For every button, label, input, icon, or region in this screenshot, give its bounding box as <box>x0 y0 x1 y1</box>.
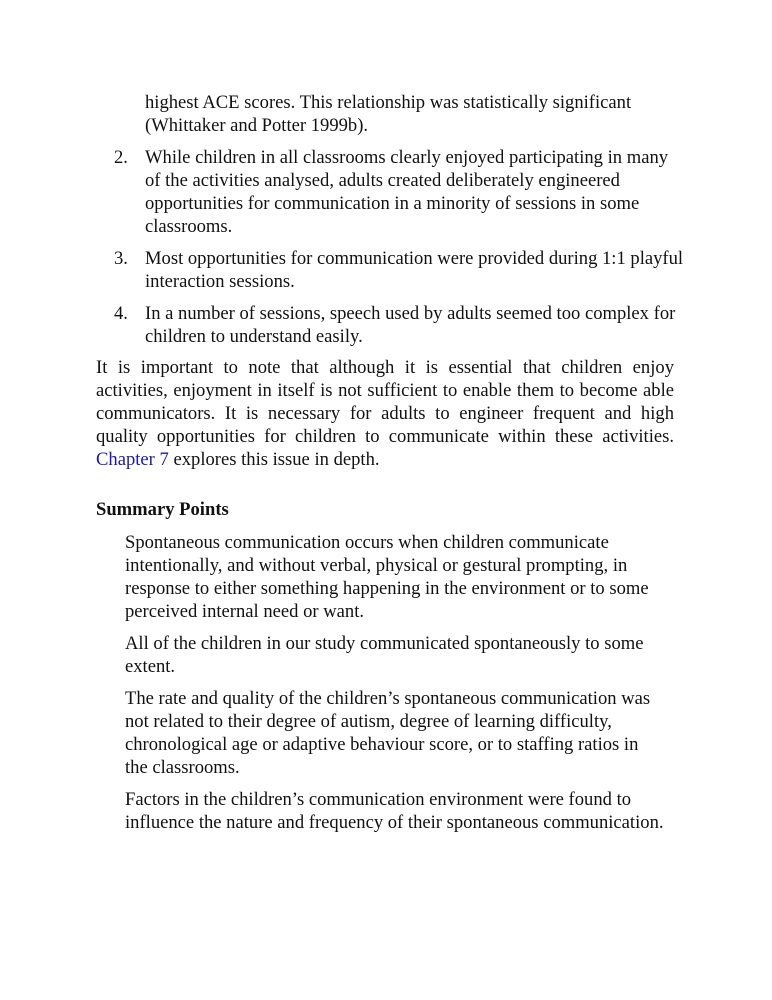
paragraph-text: It is important to note that although it is essential that children enjoy activities, enjoyment in itself is not sufficient to enable them to become able communicators. It is necessary for adults to engineer frequent and high quality opportunities for children to communicate within these activities. <box>96 357 674 447</box>
summary-point: The rate and quality of the children’s spontaneous communication was not related to their degree of autism, degree of learning difficulty, chronological age or adaptive behaviour score, or to staffing ratios in the classrooms. <box>125 688 651 778</box>
summary-points <box>125 531 665 843</box>
summary-heading: Summary Points <box>96 499 229 520</box>
list-item-continuation: highest ACE scores. This relationship was statistically significant (Whittaker and Potter 1999b). <box>145 92 632 136</box>
list-item <box>96 146 686 238</box>
list-item-text: Most opportunities for communication were provided during 1:1 playful interaction sessions. <box>145 248 684 292</box>
list-number: 2. <box>114 147 128 168</box>
list-item <box>96 247 686 293</box>
list-item <box>96 302 686 348</box>
paragraph-text-after-link: explores this issue in depth. <box>173 449 380 470</box>
summary-point: Spontaneous communication occurs when children communicate intentionally, and without verbal, physical or gestural prompting, in response to either something happening in the environment or to some perceived internal need or want. <box>125 532 649 622</box>
body-paragraph <box>96 356 674 471</box>
summary-point: Factors in the children’s communication environment were found to influence the nature and frequency of their spontaneous communication. <box>125 789 664 833</box>
list-number: 4. <box>114 303 128 324</box>
chapter-7-link[interactable]: Chapter 7 <box>96 449 169 470</box>
list-item-text: While children in all classrooms clearly enjoyed participating in many of the activities analysed, adults created deliberately engineered opportunities for communication in a minority of sessions in some classrooms. <box>145 147 669 237</box>
list-number: 3. <box>114 248 128 269</box>
list-item-text: In a number of sessions, speech used by adults seemed too complex for children to understand easily. <box>145 303 676 347</box>
findings-list <box>96 146 686 357</box>
summary-point: All of the children in our study communicated spontaneously to some extent. <box>125 633 644 677</box>
